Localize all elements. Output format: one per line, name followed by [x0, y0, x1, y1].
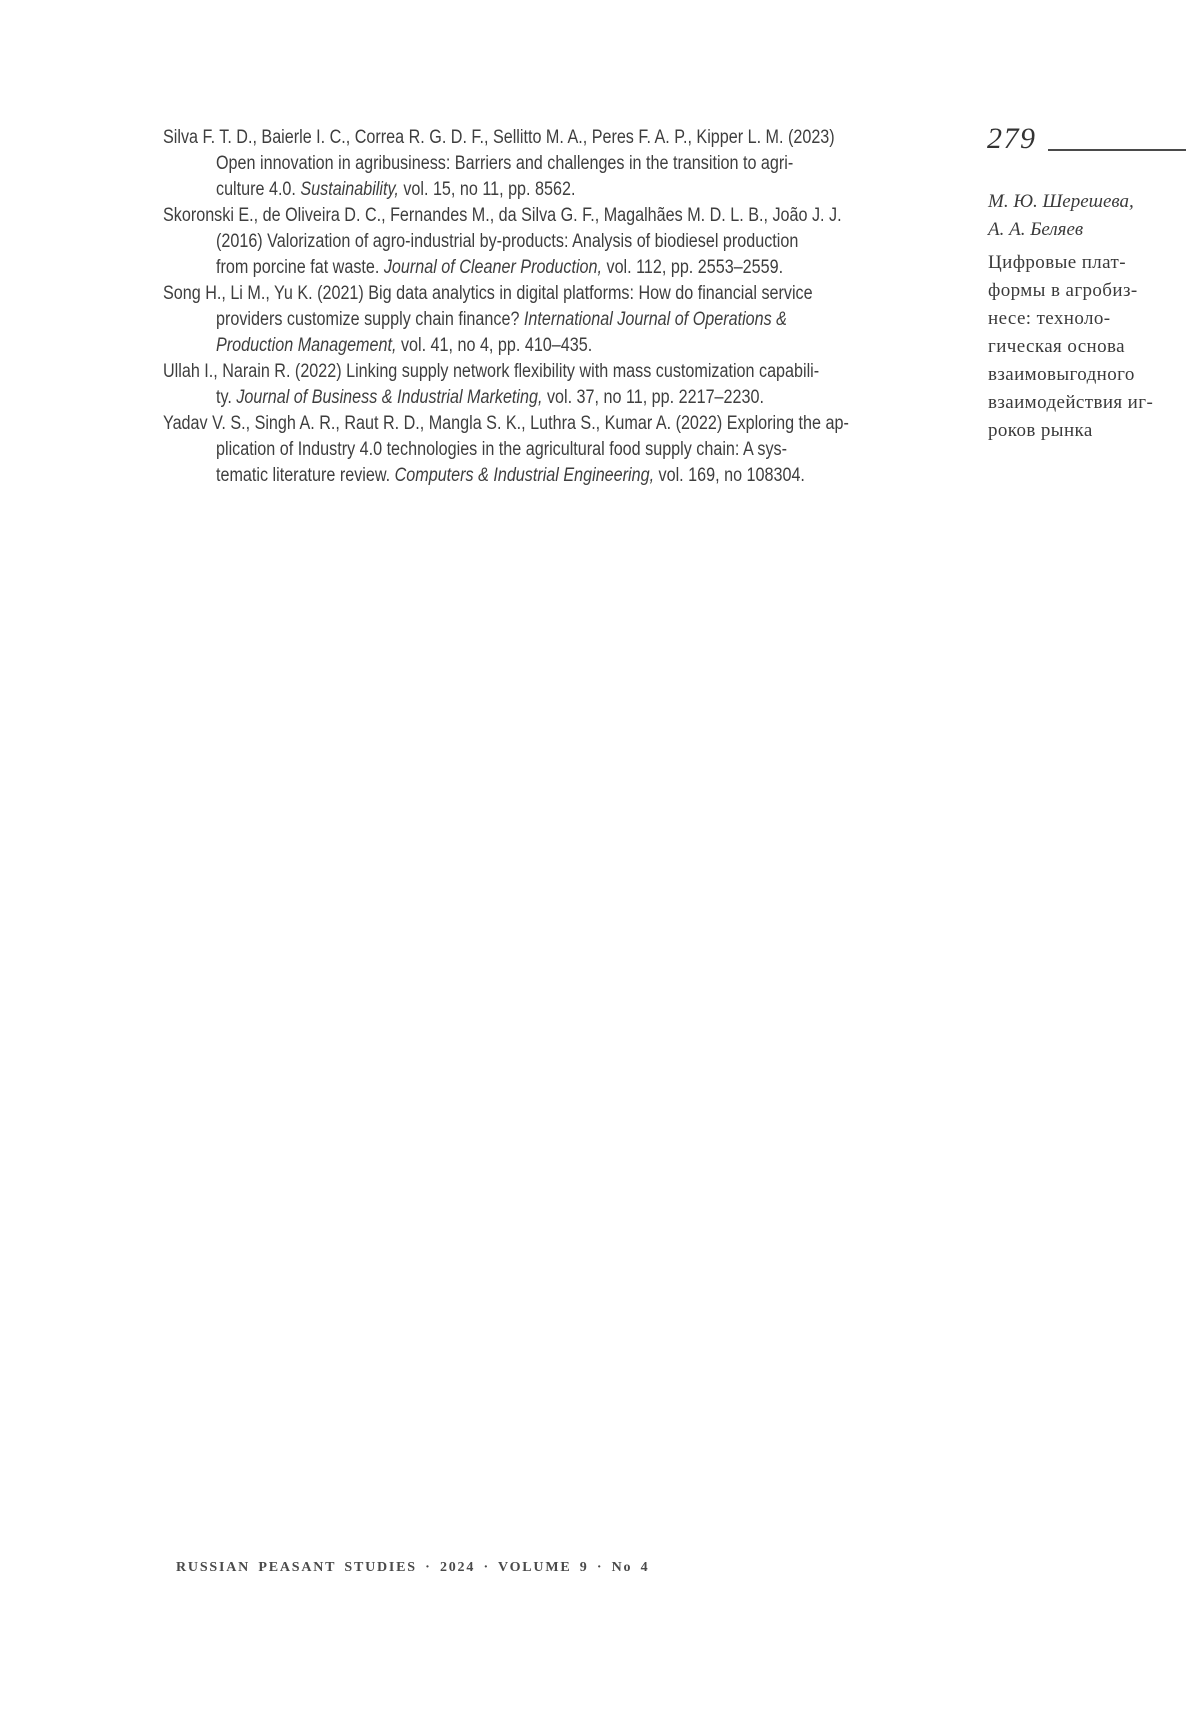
reference-entry [163, 411, 970, 489]
journal-title-italic: Journal of Business & Industrial Marketing, [236, 387, 543, 408]
reference-line-text [216, 385, 764, 411]
reference-text: (2016) Valorization of agro-industrial by-products: Analysis of biodiesel production [216, 231, 799, 252]
reference-line-text [163, 125, 835, 151]
reference-text: vol. 41, no 4, pp. 410–435. [396, 335, 593, 356]
sidebar-article-title-line: Цифровые плат- [988, 252, 1126, 273]
reference-line-text [216, 177, 575, 203]
page-number: 279 [987, 122, 1037, 155]
reference-text: Open innovation in agribusiness: Barriers and challenges in the transition to agri- [216, 153, 794, 174]
reference-line [163, 203, 970, 229]
reference-text: vol. 37, no 11, pp. 2217–2230. [542, 387, 764, 408]
reference-line [163, 177, 970, 203]
reference-entry [163, 359, 970, 411]
reference-line [163, 359, 970, 385]
reference-line [163, 125, 970, 151]
reference-line-text [163, 411, 849, 437]
reference-text: from porcine fat waste. [216, 257, 384, 278]
reference-text: ty. [216, 387, 237, 408]
journal-title-italic: Sustainability, [300, 179, 399, 200]
reference-line [163, 281, 970, 307]
reference-text: culture 4.0. [216, 179, 301, 200]
sidebar-article-title [988, 249, 1188, 445]
reference-line [163, 437, 970, 463]
reference-text: Yadav V. S., Singh A. R., Raut R. D., Mangla S. K., Luthra S., Kumar A. (2022) Exploring the ap- [163, 413, 849, 434]
reference-line [163, 411, 970, 437]
sidebar-article-title-line: несе: техноло- [988, 308, 1111, 329]
sidebar-article-title-line: взаимодействия иг- [988, 392, 1154, 413]
reference-line-text [216, 307, 787, 333]
reference-line [163, 385, 970, 411]
reference-line-text [216, 437, 787, 463]
reference-text: vol. 112, pp. 2553–2559. [602, 257, 784, 278]
reference-line [163, 333, 970, 359]
sidebar-author-name: А. А. Беляев [988, 219, 1084, 240]
sidebar-article-title-line: гическая основа [988, 336, 1125, 357]
journal-footer: RUSSIAN PEASANT STUDIES · 2024 · VOLUME 9 · No 4 [176, 1560, 650, 1575]
sidebar-author-name: М. Ю. Шерешева, [988, 191, 1134, 212]
journal-title-italic: International Journal of Operations & [523, 309, 787, 330]
reference-text: Song H., Li M., Yu K. (2021) Big data analytics in digital platforms: How do financial service [163, 283, 813, 304]
reference-text: Silva F. T. D., Baierle I. C., Correa R. G. D. F., Sellitto M. A., Peres F. A. P., Kipper L. M. (2023) [163, 127, 835, 148]
reference-text: providers customize supply chain finance? [216, 309, 524, 330]
sidebar-article-title-line: формы в агробиз- [988, 280, 1138, 301]
reference-text: Ullah I., Narain R. (2022) Linking supply network flexibility with mass customization capabili- [163, 361, 820, 382]
sidebar-article-title-line: роков рынка [988, 420, 1093, 441]
journal-title-italic: Computers & Industrial Engineering, [394, 465, 655, 486]
references-list [163, 125, 970, 489]
sidebar-article-title-line: взаимовыгодного [988, 364, 1135, 385]
reference-text: plication of Industry 4.0 technologies in the agricultural food supply chain: A sys- [216, 439, 787, 460]
reference-line-text [216, 333, 592, 359]
reference-line [163, 151, 970, 177]
reference-text: vol. 169, no 108304. [654, 465, 805, 486]
reference-line [163, 307, 970, 333]
reference-line-text [216, 463, 805, 489]
sidebar [988, 188, 1188, 445]
reference-line [163, 255, 970, 281]
reference-line [163, 463, 970, 489]
reference-line-text [216, 255, 783, 281]
journal-title-italic: Journal of Cleaner Production, [383, 257, 603, 278]
reference-text: vol. 15, no 11, pp. 8562. [398, 179, 576, 200]
reference-line-text [216, 229, 798, 255]
reference-line [163, 229, 970, 255]
reference-text: Skoronski E., de Oliveira D. C., Fernandes M., da Silva G. F., Magalhães M. D. L. B., João J. J. [163, 205, 842, 226]
reference-line-text [163, 281, 813, 307]
reference-entry [163, 281, 970, 359]
reference-line-text [163, 203, 842, 229]
reference-line-text [216, 151, 793, 177]
header-rule [1048, 149, 1186, 151]
sidebar-authors [988, 188, 1188, 244]
journal-title-italic: Production Management, [216, 335, 397, 356]
reference-entry [163, 125, 970, 203]
reference-line-text [163, 359, 819, 385]
reference-entry [163, 203, 970, 281]
reference-text: tematic literature review. [216, 465, 395, 486]
